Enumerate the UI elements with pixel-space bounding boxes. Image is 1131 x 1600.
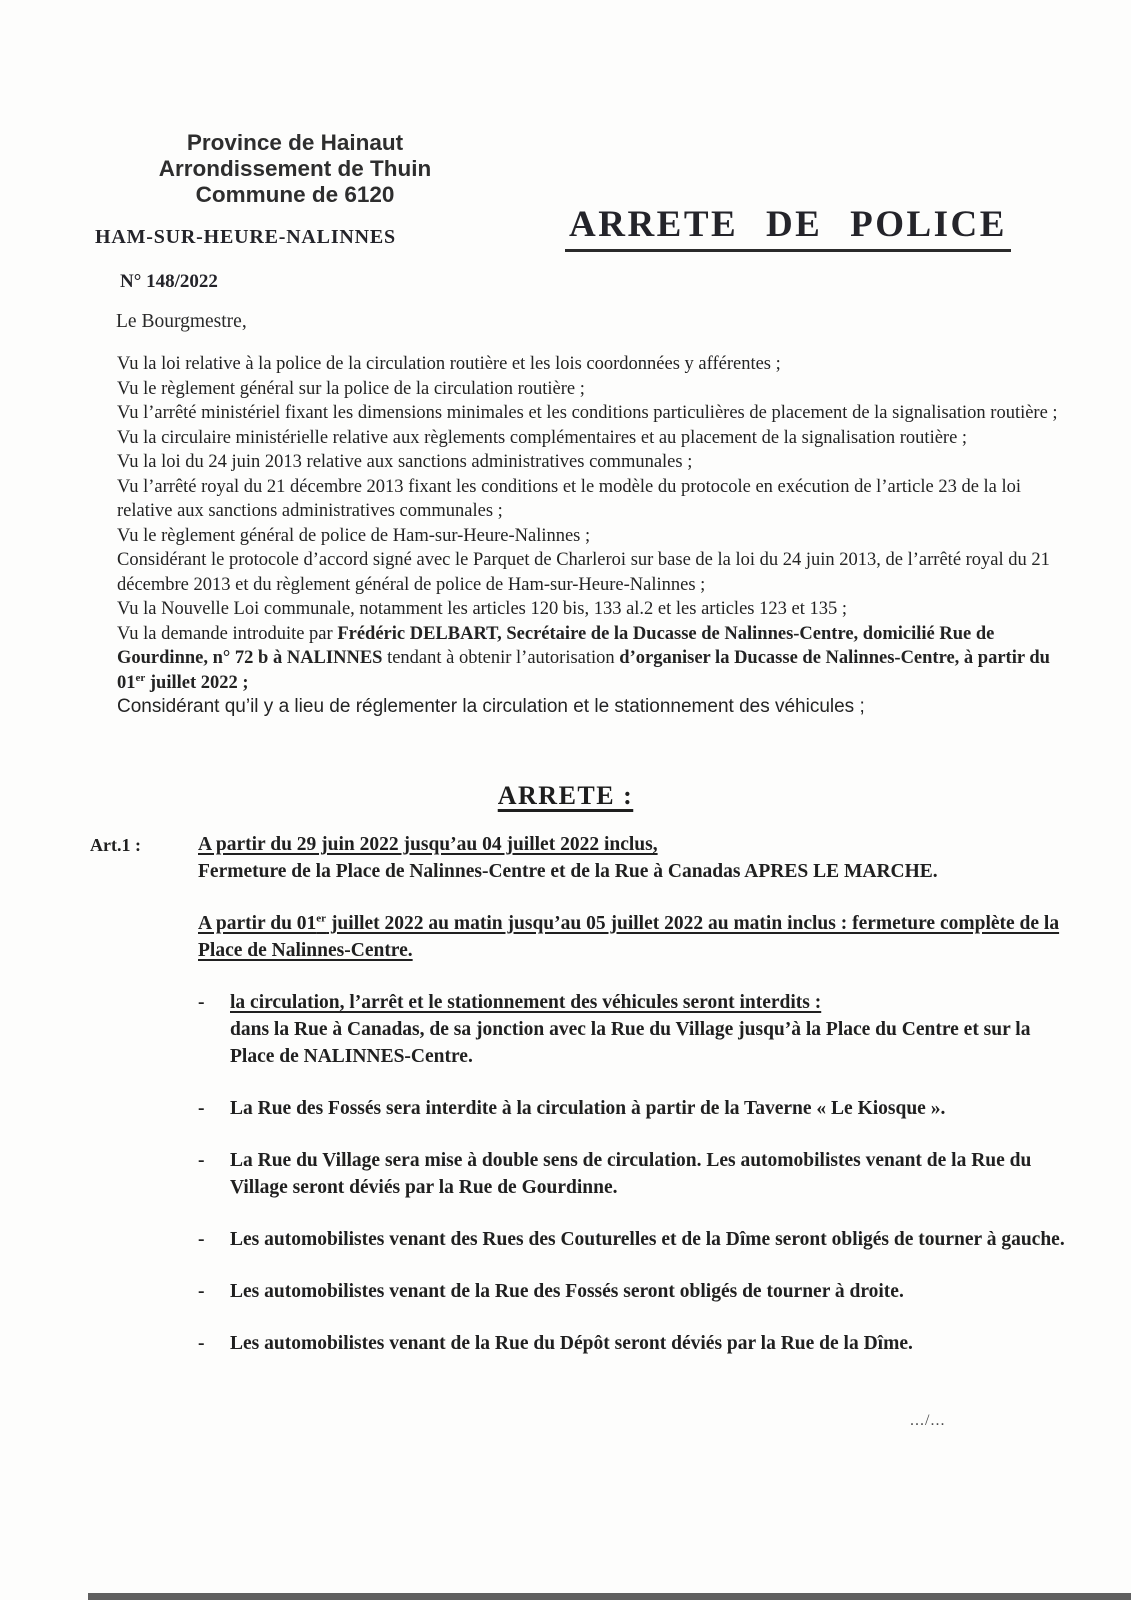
bullet-text: Les automobilistes venant de la Rue du Dépôt seront déviés par la Rue de la Dîme. (230, 1333, 913, 1354)
bullet-dash: - (198, 1150, 205, 1171)
preamble-clause: Vu la circulaire ministérielle relative aux règlements complémentaires et au placement de la signalisation routière ; (117, 427, 968, 448)
preamble-clause: Vu le règlement général sur la police de la circulation routière ; (117, 378, 585, 399)
bullet-text: La Rue du Village sera mise à double sens de circulation. Les automobilistes venant de la Rue du Village seront déviés par la Rue de Gourdinne. (230, 1150, 1032, 1198)
bullet-dash: - (198, 1098, 205, 1119)
article-1-label: Art.1 : (90, 835, 141, 855)
period-1-dates: A partir du 29 juin 2022 jusqu’au 04 juillet 2022 inclus, (198, 834, 658, 855)
period-1-measure: Fermeture de la Place de Nalinnes-Centre et de la Rue à Canadas APRES LE MARCHE. (198, 861, 938, 882)
bullet-rue-du-village (198, 1147, 1075, 1201)
preamble-clause: Considérant le protocole d’accord signé avec le Parquet de Charleroi sur base de la loi du 24 juin 2013, de l’arrêté royal du 21 décembre 2013 et du règlement général de police de Ham-sur-Heure-Nalinnes ; (117, 550, 1050, 595)
preamble-clause: Vu l’arrêté ministériel fixant les dimensions minimales et les conditions particulières de placement de la signalisation routière ; (117, 403, 1058, 423)
municipality-name: HAM-SUR-HEURE-NALINNES (95, 226, 396, 248)
scan-edge-artifact (88, 1593, 1131, 1600)
request-purpose-sup: er (135, 671, 146, 684)
page-continuation-marker: .../... (910, 1412, 946, 1429)
commune-line: Commune de 6120 (195, 182, 395, 207)
document-number: N° 148/2022 (120, 271, 218, 292)
bullet-dash: - (198, 1333, 205, 1354)
period-2-sup: er (316, 912, 327, 925)
preamble-clause: Vu le règlement général de police de Ham-sur-Heure-Nalinnes ; (117, 525, 591, 546)
administrative-header (110, 130, 480, 208)
bullet-dash: - (198, 992, 205, 1013)
final-considerant: Considérant qu’il y a lieu de réglementer la circulation et le stationnement des véhicules ; (117, 696, 865, 717)
bullet-interdiction-title: la circulation, l’arrêt et le stationnement des véhicules seront interdits : (230, 992, 822, 1013)
bullet-text: Les automobilistes venant des Rues des Couturelles et de la Dîme seront obligés de tourner à gauche. (230, 1229, 1065, 1250)
article-1 (90, 831, 1075, 1357)
period-2-measure: juillet 2022 au matin jusqu’au 05 juillet 2022 au matin inclus : fermeture complète de la Place de Nalinnes-Centre. (198, 913, 1060, 961)
salutation: Le Bourgmestre, (116, 311, 247, 332)
period-1 (198, 831, 1075, 885)
bullet-dash: - (198, 1229, 205, 1250)
bullet-fosses-droite (198, 1278, 1075, 1305)
bullet-rue-des-fosses (198, 1095, 1075, 1122)
preamble-clause: Vu la Nouvelle Loi communale, notamment les articles 120 bis, 133 al.2 et les articles 123 et 135 ; (117, 599, 847, 619)
request-intro: Vu la demande introduite par (117, 623, 338, 644)
bullet-interdiction-detail: dans la Rue à Canadas, de sa jonction avec la Rue du Village jusqu’à la Place du Centre et sur la Place de NALINNES-Centre. (230, 1019, 1031, 1067)
request-middle: tendant à obtenir l’autorisation (382, 648, 620, 668)
bullet-text: Les automobilistes venant de la Rue des Fossés seront obligés de tourner à droite. (230, 1281, 904, 1302)
period-2-dates: A partir du 01 (198, 913, 317, 934)
request-purpose-end: juillet 2022 ; (145, 672, 249, 693)
request-applicant: Frédéric DELBART, Secrétaire de la Ducasse de Nalinnes-Centre, domicilié Rue de Gourdinne, n° 72 b à NALINNES (117, 623, 995, 668)
request-clause (117, 622, 1067, 696)
preamble-clause: Vu la loi du 24 juin 2013 relative aux sanctions administratives communales ; (117, 452, 693, 472)
arrondissement-line: Arrondissement de Thuin (158, 156, 432, 181)
preamble-clause: Vu la loi relative à la police de la circulation routière et les lois coordonnées y afférentes ; (117, 354, 781, 374)
preamble-clause: Vu l’arrêté royal du 21 décembre 2013 fixant les conditions et le modèle du protocole en exécution de l’article 23 de la loi relative aux sanctions administratives communales ; (117, 476, 1022, 521)
article-1-content (198, 831, 1075, 1357)
province-line: Province de Hainaut (186, 130, 404, 155)
bullet-couturelles-dime (198, 1226, 1075, 1253)
bullet-interdiction (198, 989, 1075, 1070)
bullet-text: La Rue des Fossés sera interdite à la circulation à partir de la Taverne « Le Kiosque ». (230, 1098, 946, 1119)
preamble (117, 352, 1067, 720)
request-purpose: d’organiser la Ducasse de Nalinnes-Centre, à partir du 01 (117, 648, 1050, 693)
period-2 (198, 910, 1075, 964)
document-title: ARRETE DE POLICE (565, 203, 1011, 252)
bullet-rue-du-depot (198, 1330, 1075, 1357)
decree-heading: ARRETE : (497, 781, 634, 810)
bullet-dash: - (198, 1281, 205, 1302)
